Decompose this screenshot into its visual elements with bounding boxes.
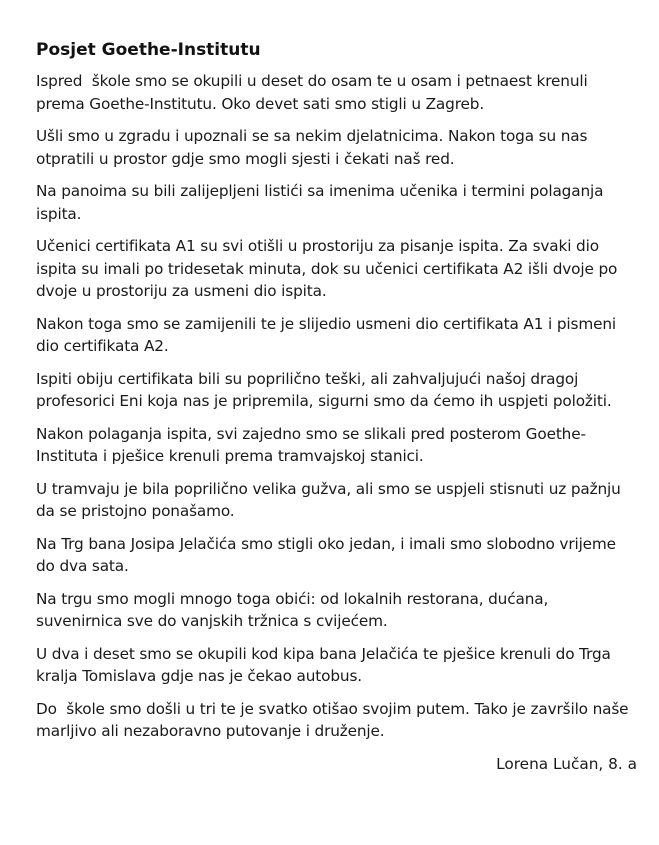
paragraph-3: Na panoima su bili zalijepljeni listići sa imenima učenika i termini polaganja ispita.: [36, 182, 609, 223]
paragraph-11: U dva i deset smo se okupili kod kipa bana Jelačića te pješice krenuli do Trga kralja Tomislava gdje nas je čekao autobus.: [36, 644, 616, 685]
paragraph-10: Na trgu smo mogli mnogo toga obići: od lokalnih restorana, dućana, suvenirnica sve do vanjskih tržnica s cvijećem.: [36, 589, 553, 630]
article-title: Posjet Goethe-Institutu: [36, 40, 261, 60]
paragraph-7: Nakon polaganja ispita, svi zajedno smo se slikali pred posterom Goethe-Instituta i pješice krenuli prema tramvajskoj stanici.: [36, 424, 586, 465]
paragraph-2: Ušli smo u zgradu i upoznali se sa nekim djelatnicima. Nakon toga su nas otpratili u prostor gdje smo mogli sjesti i čekati naš red.: [36, 127, 593, 168]
paragraph-5: Nakon toga smo se zamijenili te je slijedio usmeni dio certifikata A1 i pismeni dio certifikata A2.: [36, 314, 621, 355]
paragraph-1: Ispred škole smo se okupili u deset do osam te u osam i petnaest krenuli prema Goethe-Institutu. Oko devet sati smo stigli u Zagreb.: [36, 72, 593, 113]
paragraph-12: Do škole smo došli u tri te je svatko otišao svojim putem. Tako je završilo naše marljivo ali nezaboravno putovanje i druženje.: [36, 699, 634, 740]
paragraph-6: Ispiti obiju certifikata bili su poprilično teški, ali zahvaljujući našoj dragoj profesorici Eni koja nas je pripremila, sigurni smo da ćemo ih uspjeti položiti.: [36, 369, 612, 410]
author-signature: Lorena Lučan, 8. a: [496, 754, 637, 773]
paragraph-9: Na Trg bana Josipa Jelačića smo stigli oko jedan, i imali smo slobodno vrijeme do dva sata.: [36, 534, 621, 575]
paragraph-4: Učenici certifikata A1 su svi otišli u prostoriju za pisanje ispita. Za svaki dio ispita su imali po tridesetak minuta, dok su učenici certifikata A2 išli dvoje po dvoje u prostoriju za usmeni dio ispita.: [36, 237, 622, 300]
paragraph-8: U tramvaju je bila poprilično velika gužva, ali smo se uspjeli stisnuti uz pažnju da se pristojno ponašamo.: [36, 479, 626, 520]
